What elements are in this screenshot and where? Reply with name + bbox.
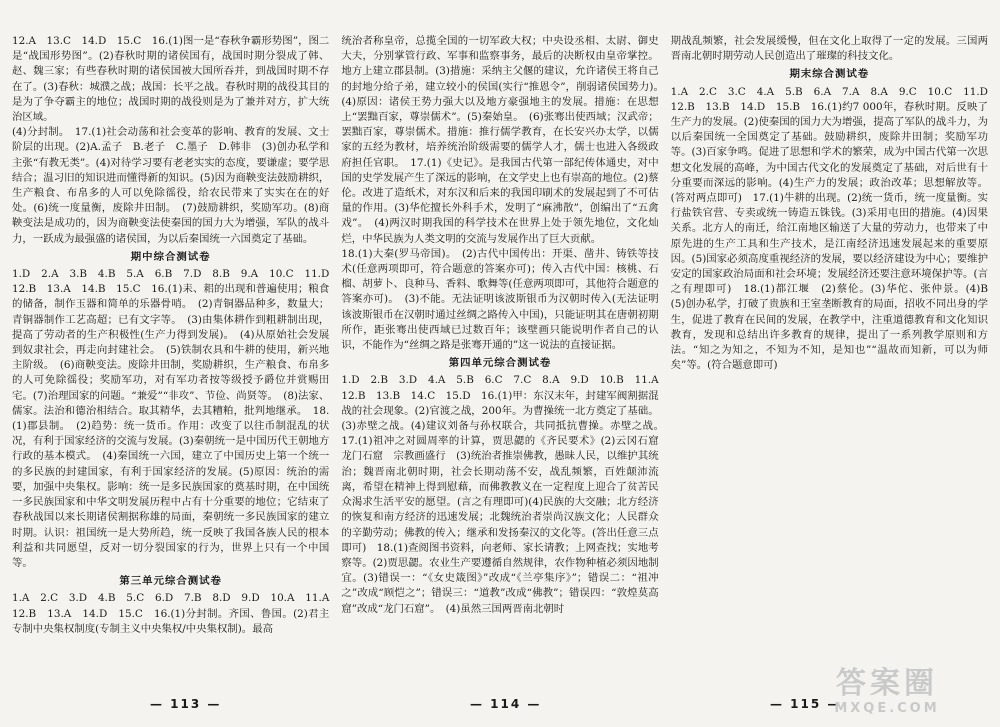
answer-paragraph: 1.A 2.C 3.D 4.B 5.C 6.D 7.B 8.D 9.D 10.A 11.A 12.B 13.A 14.D 15.C 16.(1)分封制。齐国、鲁国。(2)君主专制中央集权制度(专制主义中央集权/中央集权制)。最高	[12, 592, 340, 635]
answer-paragraph: 统治者称皇帝，总揽全国的一切军政大权；中央设丞相、太尉、御史大夫，分别掌管行政、军事和监察事务，最后的决断权由皇帝掌控。地方上建立郡县制。(3)措施：采纳主父偃的建议，允许诸侯王将自己的封地分给子弟，建立较小的侯国(实行“推恩令”，削弱诸侯国势力)。 (4)原因：诸侯王势力强大以及地方豪强地主的发展。措施：在思想上“罢黜百家，尊崇儒术”。(5)秦始皇。 (6)张骞出使西域；汉武帝；罢黜百家，尊崇儒术。措施：推行儒学教育，在长安兴办太学，以儒家的五经为教材，培养统治阶级需要的儒学人才，儒士也进入各级政府担任官职。 17.(1)《史记》。是我国古代第一部纪传体通史，对中国的史学发展产生了深远的影响，在文学史上也有崇高的地位。(2)蔡伦。改进了造纸术，对东汉和后来的我国印刷术的发展起到了不可估量的作用。(3)华佗擅长外科手术，发明了“麻沸散”，创编出了“五禽戏”。 (4)两汉时期我国的科学技术在世界上处于领先地位，文化灿烂，中华民族为人类文明的交流与发展作出了巨大贡献。	[341, 35, 670, 245]
answer-paragraph: 期战乱频繁，社会发展缓慢，但在文化上取得了一定的发展。三国两晋南北朝时期劳动人民创造出了璀璨的科技文化。	[670, 35, 988, 63]
watermark-url: MXQE.COM	[834, 701, 940, 716]
answer-paragraph: 1.D 2.B 3.D 4.A 5.B 6.C 7.C 8.A 9.D 10.B 11.A 12.B 13.B 14.C 15.D 16.(1)甲：东汉末年，封建军阀割据混战的社会现象。(2)官渡之战，200年。为曹操统一北方奠定了基础。(3)赤壁之战。(4)建议刘备与孙权联合，共同抵抗曹操。赤壁之战。 17.(1)祖冲之对圆周率的计算，贾思勰的《齐民要术》(2)云冈石窟 龙门石窟 宗教画盛行 (3)统治者推崇佛教，愚昧人民，以维护其统治；魏晋南北朝时期，社会长期动荡不安，战乱频繁，百姓颠沛流离，希望在精神上得到慰藉，而佛教教义在一定程度上迎合了贫苦民众渴求生活平安的愿望。(言之有理即可)(4)民族的大交融；北方经济的恢复和南方经济的迅速发展；北魏统治者崇尚汉族文化；人民群众的辛勤劳动；佛教的传入；继承和发扬秦汉的文化等。(答出任意三点即可) 18.(1)查阅图书资料，向老师、家长请教；上网查找；实地考察等。(2)贾思勰。农业生产要遵循自然规律，农作物种植必须因地制宜。(3)错误一：“《女史箴图》”改成“《兰亭集序》”；错误二：“祖冲之”改成“顾恺之”；错误三：“道教”改成“佛教”；错误四：“敦煌莫高窟”改成“龙门石窟”。 (4)虽然三国两晋南北朝时	[341, 374, 670, 615]
page-number-114: — 114 —	[470, 697, 542, 711]
section-heading: 第四单元综合测试卷	[448, 357, 552, 370]
page-number-115: — 115 —	[770, 697, 842, 711]
answer-paragraph: 18.(1)大秦(罗马帝国)。 (2)古代中国传出：开渠、凿井、铸铁等技术(任意两项即可，符合题意的答案亦可)；传入古代中国：核桃、石榴、胡萝卜、良种马、香料、歌舞等(任意两项即可，其他符合题意的答案亦可)。 (3)不能。无法证明该波斯银币为汉朝时传入(无法证明该波斯银币在汉朝时通过丝绸之路传入中国)，只能证明其在唐朝初期所作，距张骞出使西域已过数百年；该壁画只能说明作者自己的认识，不能作为“丝绸之路是张骞开通的”这一说法的直接证据。	[341, 247, 659, 352]
column-2	[341, 34, 670, 680]
section-heading: 第三单元综合测试卷	[119, 575, 222, 588]
page-number-113: — 113 —	[150, 697, 222, 711]
answer-paragraph: 12.A 13.C 14.D 15.C 16.(1)图一是“春秋争霸形势图”，图二是“战国形势图”。(2)春秋时期的诸侯国有，战国时期分裂成了韩、赵、魏三家；有些春秋时期的诸侯国被大国所吞并，到战国时期不存在了。(3)春秋：城濮之战；战国：长平之战。春秋时期的战役其目的是为了争夺霸主的地位；战国时期的战役则是为了兼并对方，扩大统治区域。	[12, 35, 330, 124]
watermark-logo	[792, 667, 982, 723]
answer-paragraph: (4)分封制。 17.(1)社会动荡和社会变革的影响、教育的发展、文士阶层的出现。(2)A.孟子 B.老子 C.墨子 D.韩非 (3)创办私学和主张“有教无类”。(4)对待学习要有老老实实的态度，要谦虚；要学思结合；温习旧的知识进而懂得新的知识。(5)因为商鞅变法鼓励耕织，生产粮食、布帛多的人可以免除徭役，给农民带来了实实在在的好处。(6)统一度量衡，废除井田制。 (7)鼓励耕织，奖励军功。(8)商鞅变法是成功的，因为商鞅变法使秦国的国力大为增强，军队的战斗力，一跃成为最强盛的诸侯国，为以后秦国统一六国奠定了基础。	[12, 126, 330, 245]
answer-paragraph: 1.A 2.C 3.C 4.A 5.B 6.A 7.A 8.A 9.C 10.C 11.D 12.B 13.B 14.D 15.B 16.(1)约7 000年，春秋时期。反映了生产力的发展。(2)使秦国的国力大为增强，提高了军队的战斗力，为以后秦国统一全国奠定了基础。鼓励耕织，废除井田制；奖励军功等。(3)百家争鸣。促进了思想和学术的繁荣，成为中国古代第一次思想文化发展的高峰，为中国古代文化的发展奠定了基础，对后世有十分重要而深远的影响。(4)生产力的发展；政治改革；思想解放等。(答对两点即可) 17.(1)牛耕的出现。(2)统一货币，统一度量衡。实行盐铁官营、专卖或统一铸造五铢钱。(3)采用屯田的措施。(4)因果关系。北方人的南迁，给江南地区输送了大量的劳动力，也带来了中原先进的生产工具和生产技术，是江南经济迅速发展起来的重要原因。(5)国家必须高度重视经济的发展，要以经济建设为中心；要维护安定的国家政治局面和社会环境；发展经济还要注意环境保护等。(言之有理即可) 18.(1)都江堰 (2)蔡伦。(3)华佗、张仲景。(4)B (5)创办私学，打破了贵族和王室垄断教育的局面，招收不同出身的学生，促进了教育在民间的发展，在教学中，注重道德教育和文化知识教育，发现和总结出许多教育的规律，提出了一系列教学原则和方法。“知之为知之，不知为不知，是知也”“温故而知新，可以为师矣”等。(符合题意即可)	[670, 85, 999, 372]
watermark-text: 答案圈	[836, 666, 938, 701]
column-1	[12, 34, 340, 680]
column-3	[670, 34, 999, 680]
answer-paragraph: 1.D 2.A 3.B 4.B 5.A 6.B 7.D 8.B 9.A 10.C 11.D 12.B 13.A 14.B 15.C 16.(1)耒、耜的出现和普遍使用；粮食的储备，制作玉器和简单的乐器骨哨。 (2)青铜器品种多，数量大；青铜器制作工艺高超；已有文字等。 (3)由集体耕作到粗耕制出现，提高了劳动者的生产积极性(生产力得到发展)。 (4)从原始社会发展到奴隶社会，再走向封建社会。 (5)铁制农具和牛耕的使用，新兴地主阶级。 (6)商鞅变法。废除井田制，奖励耕织，生产粮食、布帛多的人可免除徭役；奖励军功，对有军功者按等级授予爵位并赏赐田宅。(7)治理国家的问题。“兼爱”“非攻”、节俭、尚贤等。 (8)法家、儒家。法治和德治相结合。取其精华，去其糟粕，批判地继承。 18.(1)郡县制。 (2)趋势：统一货币。作用：改变了以往币制混乱的状况，有利于国家经济的交流与发展。(3)秦朝统一是中国历代王朝地方行政的基本模式。 (4)秦国统一六国，建立了中国历史上第一个统一的多民族的封建国家，有利于国家经济的发展。(5)原因：统治的需要，加强中央集权。影响：统一是多民族国家的奠基时期，在中国统一多民族国家和中华文明发展历程中占有十分重要的地位；它结束了春秋战国以来长期诸侯割据称雄的局面，秦朝统一多民族国家的建立时期。认识：祖国统一是大势所趋，统一反映了我国各族人民的根本利益和共同愿望，反对一切分裂国家的行为，世界上只有一个中国等。	[12, 268, 340, 569]
section-heading: 期末综合测试卷	[789, 68, 870, 81]
section-heading: 期中综合测试卷	[130, 250, 211, 263]
